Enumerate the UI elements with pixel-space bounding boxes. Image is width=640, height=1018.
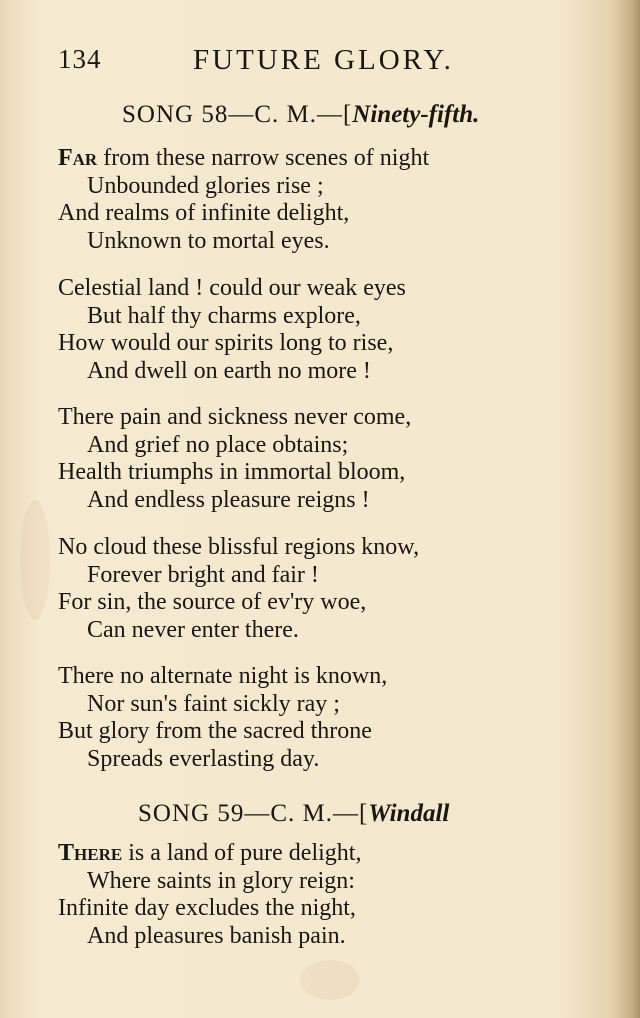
song-58-stanza-3 bbox=[58, 404, 411, 514]
verse-line: How would our spirits long to rise, bbox=[58, 330, 394, 356]
verse-line: For sin, the source of ev'ry woe, bbox=[58, 589, 367, 615]
initial-word: Far bbox=[58, 145, 98, 171]
verse-line: And endless pleasure reigns ! bbox=[87, 486, 370, 513]
verse-line: Spreads everlasting day. bbox=[87, 745, 320, 772]
verse-line: Infinite day excludes the night, bbox=[58, 895, 356, 921]
verse-line: Health triumphs in immortal bloom, bbox=[58, 459, 406, 485]
verse-line: Celestial land ! could our weak eyes bbox=[58, 275, 406, 301]
verse-line: And pleasures banish pain. bbox=[87, 922, 346, 949]
verse-line: Can never enter there. bbox=[87, 616, 299, 643]
verse-line: Far from these narrow scenes of night bbox=[58, 145, 430, 171]
song-58-stanza-2 bbox=[58, 275, 406, 385]
song-59-meter: SONG 59—C. M.—[ bbox=[138, 800, 369, 827]
song-58-title bbox=[122, 101, 479, 129]
verse-line: And dwell on earth no more ! bbox=[87, 357, 371, 384]
running-title: FUTURE GLORY. bbox=[193, 44, 454, 76]
song-58-stanza-1 bbox=[58, 145, 429, 255]
paper-stain bbox=[300, 960, 360, 1000]
verse-line: There pain and sickness never come, bbox=[58, 404, 412, 430]
verse-line: Unbounded glories rise ; bbox=[87, 172, 324, 199]
song-59-title bbox=[138, 800, 449, 828]
paper-stain bbox=[20, 500, 50, 620]
verse-line: Forever bright and fair ! bbox=[87, 561, 319, 588]
verse-line: And grief no place obtains; bbox=[87, 431, 349, 458]
verse-line: But half thy charms explore, bbox=[87, 302, 361, 329]
song-58-meter: SONG 58—C. M.—[ bbox=[122, 101, 353, 128]
verse-line: There no alternate night is known, bbox=[58, 663, 388, 689]
song-59-stanza-1 bbox=[58, 840, 361, 950]
verse-line: Unknown to mortal eyes. bbox=[87, 227, 330, 254]
verse-line: There is a land of pure delight, bbox=[58, 840, 362, 866]
verse-line: Where saints in glory reign: bbox=[87, 867, 355, 894]
page-number: 134 bbox=[58, 44, 102, 74]
song-59-tune: Windall bbox=[368, 800, 450, 827]
song-58-stanza-5 bbox=[58, 663, 387, 773]
page-header bbox=[58, 44, 598, 80]
song-58-tune: Ninety-fifth. bbox=[352, 101, 480, 128]
verse-line: And realms of infinite delight, bbox=[58, 200, 350, 226]
verse-line: Nor sun's faint sickly ray ; bbox=[87, 690, 340, 717]
verse-line: No cloud these blissful regions know, bbox=[58, 534, 420, 560]
verse-line: But glory from the sacred throne bbox=[58, 718, 372, 744]
song-58-stanza-4 bbox=[58, 534, 419, 644]
initial-word: There bbox=[58, 840, 123, 866]
